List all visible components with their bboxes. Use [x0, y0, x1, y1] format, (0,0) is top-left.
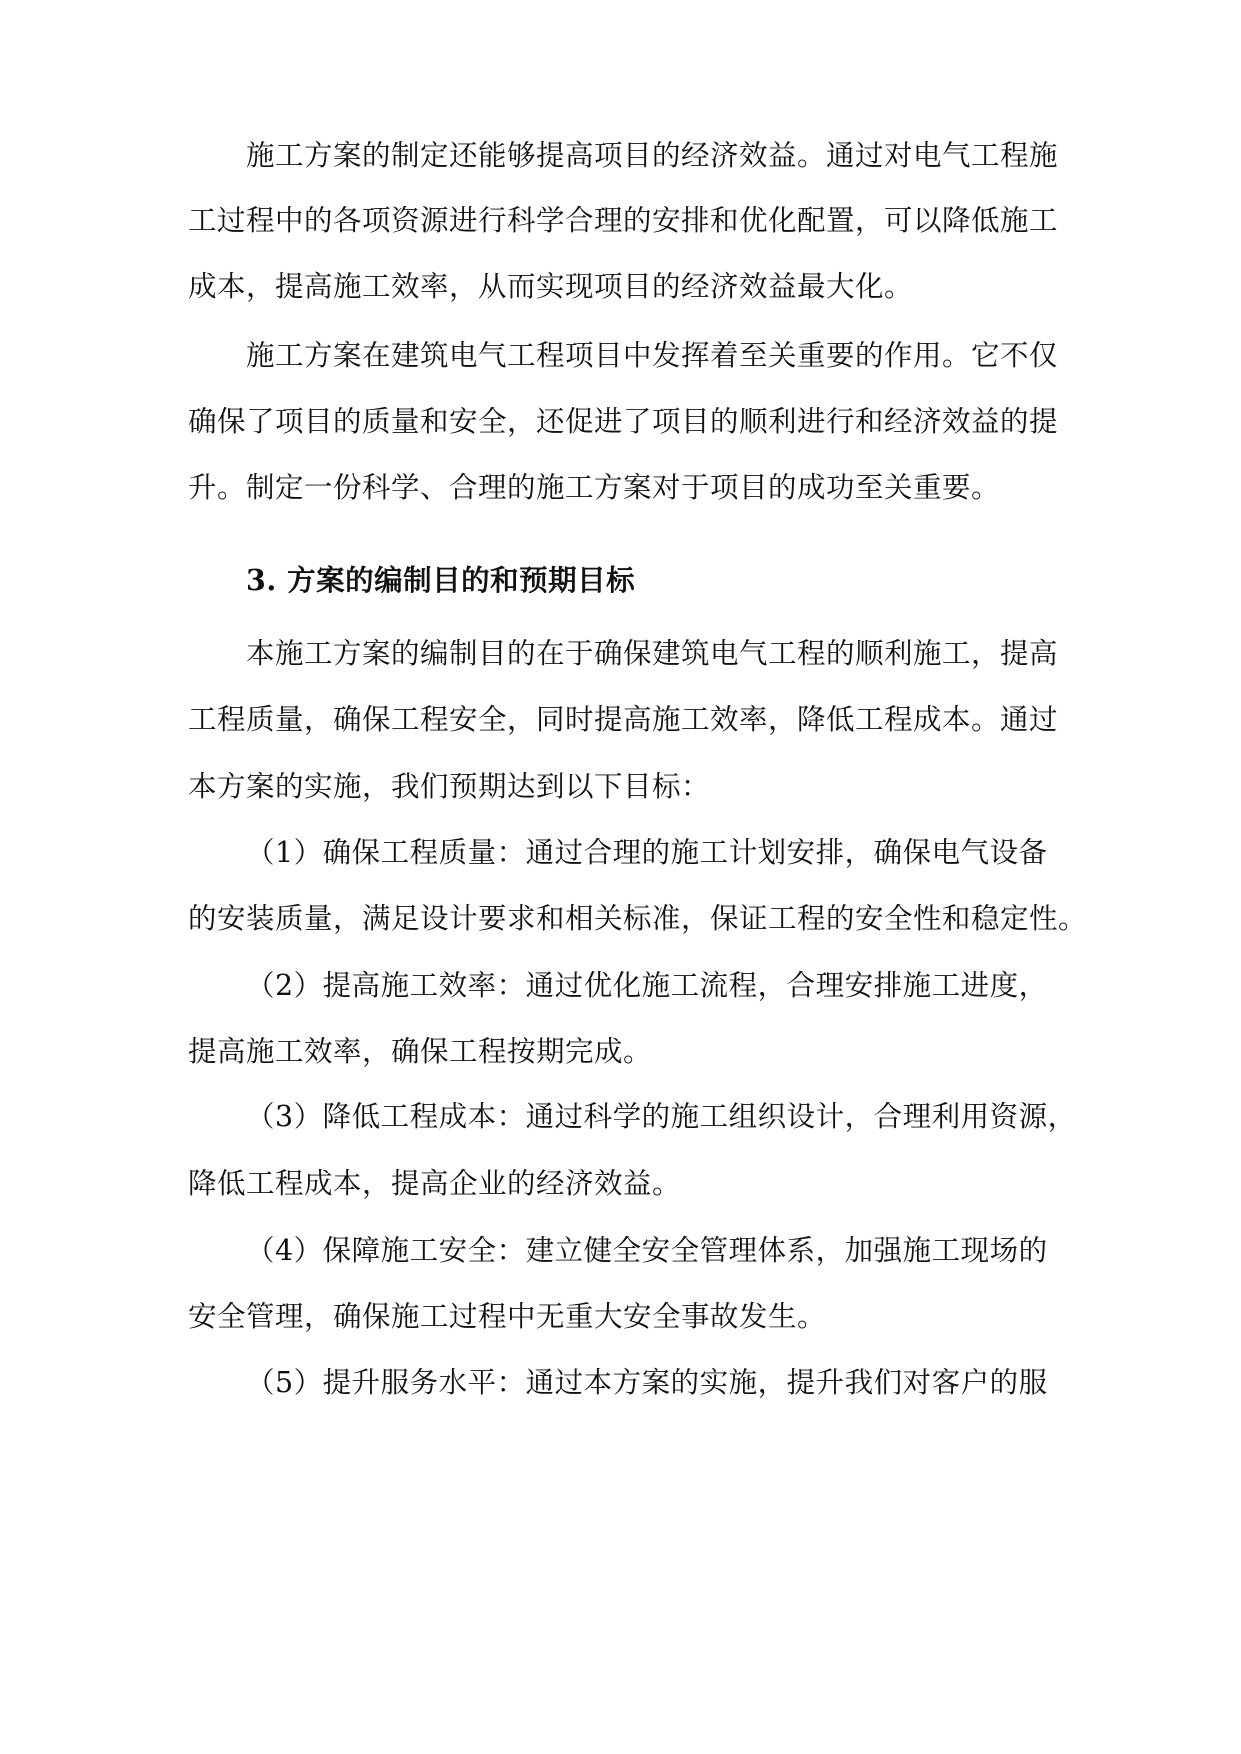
text-line: （2）提高施工效率：通过优化施工流程，合理安排施工进度，: [246, 969, 1048, 1002]
text-line: 提高施工效率，确保工程按期完成。: [188, 1035, 653, 1068]
text-line: 本方案的实施，我们预期达到以下目标：: [188, 770, 711, 803]
text-line: 工程质量，确保工程安全，同时提高施工效率，降低工程成本。通过: [188, 703, 1059, 736]
text-line: 升。制定一份科学、合理的施工方案对于项目的成功至关重要。: [188, 471, 1001, 504]
text-line: （3）降低工程成本：通过科学的施工组织设计，合理利用资源，: [246, 1100, 1077, 1133]
text-line: 施工方案在建筑电气工程项目中发挥着至关重要的作用。它不仅: [246, 339, 1059, 372]
section-heading: 3. 方案的编制目的和预期目标: [246, 563, 636, 597]
text-line: 降低工程成本，提高企业的经济效益。: [188, 1167, 682, 1200]
text-line: 确保了项目的质量和安全，还促进了项目的顺利进行和经济效益的提: [188, 405, 1059, 438]
text-line: 安全管理，确保施工过程中无重大安全事故发生。: [188, 1300, 827, 1333]
text-line: 施工方案的制定还能够提高项目的经济效益。通过对电气工程施: [246, 139, 1059, 172]
text-line: （1）确保工程质量：通过合理的施工计划安排，确保电气设备: [246, 836, 1048, 869]
text-line: （5）提升服务水平：通过本方案的实施，提升我们对客户的服: [246, 1366, 1048, 1399]
text-line: 工过程中的各项资源进行科学合理的安排和优化配置，可以降低施工: [188, 204, 1059, 237]
text-line: 成本，提高施工效率，从而实现项目的经济效益最大化。: [188, 270, 914, 303]
text-line: 本施工方案的编制目的在于确保建筑电气工程的顺利施工，提高: [246, 637, 1059, 670]
text-line: （4）保障施工安全：建立健全安全管理体系，加强施工现场的: [246, 1234, 1048, 1267]
text-line: 的安装质量，满足设计要求和相关标准，保证工程的安全性和稳定性。: [188, 902, 1088, 935]
